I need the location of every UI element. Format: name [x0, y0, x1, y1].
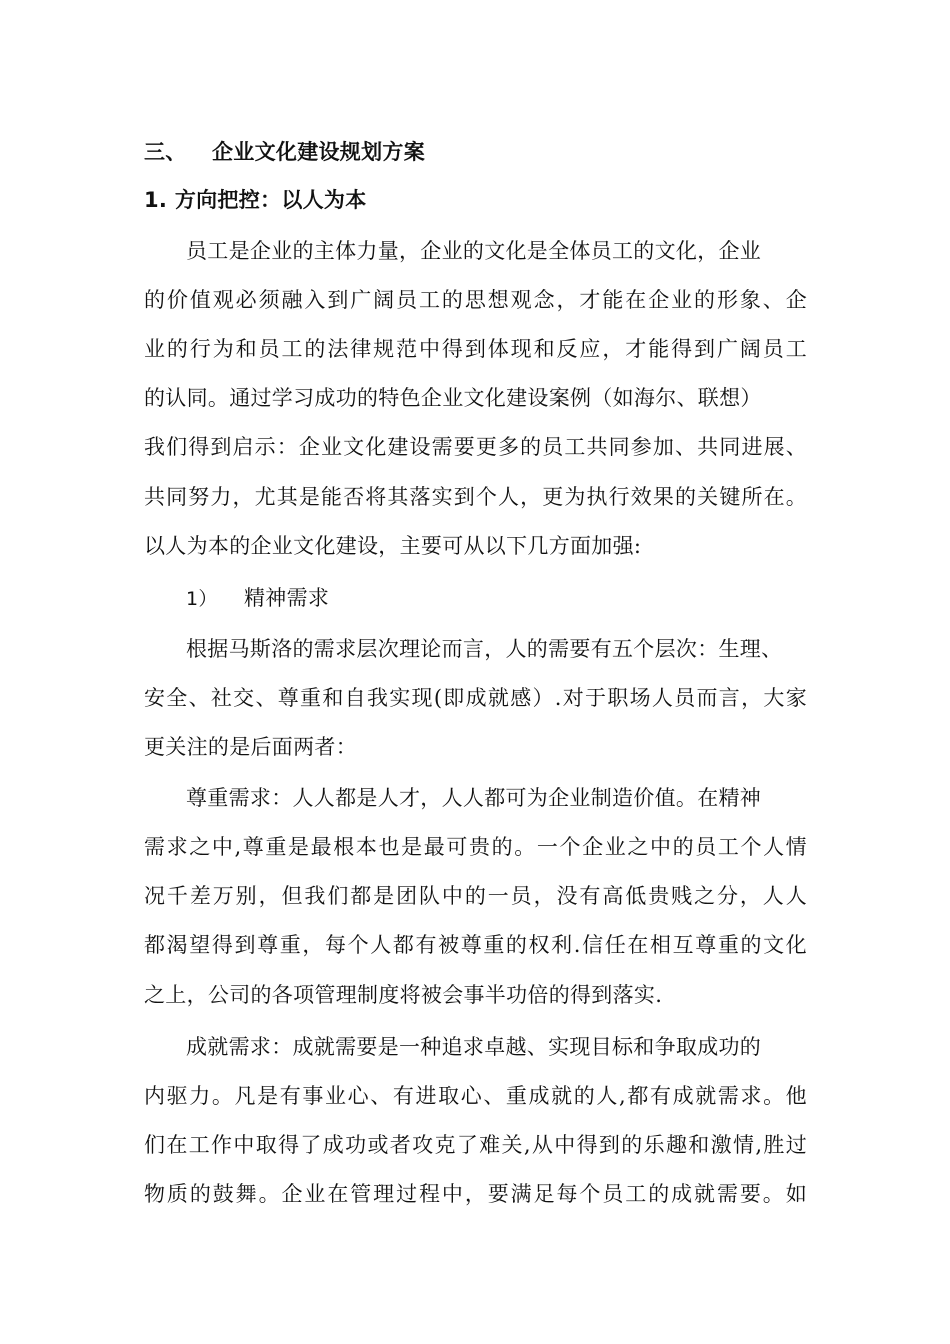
- paragraph-line: 共同努力，尤其是能否将其落实到个人，更为执行效果的关键所在。: [144, 485, 807, 509]
- paragraph-line: 况千差万别，但我们都是团队中的一员，没有高低贵贱之分，人人: [144, 884, 807, 908]
- paragraph-line: 员工是企业的主体力量，企业的文化是全体员工的文化，企业: [186, 239, 762, 263]
- subsection-heading: [144, 185, 367, 215]
- subsection-title: 方向把控：以人为本: [174, 188, 367, 212]
- paragraph-line: 更关注的是后面两者：: [144, 735, 357, 759]
- paragraph-line: 业的行为和员工的法律规范中得到体现和反应，才能得到广阔员工: [144, 337, 807, 361]
- paragraph-line: 的价值观必须融入到广阔员工的思想观念，才能在企业的形象、企: [144, 288, 807, 312]
- section-heading: [144, 137, 425, 167]
- paragraph-line: 都渴望得到尊重，每个人都有被尊重的权利.信任在相互尊重的文化: [144, 933, 807, 957]
- paragraph-line: 之上，公司的各项管理制度将被会事半功倍的得到落实.: [144, 983, 663, 1007]
- paragraph-line: 安全、社交、尊重和自我实现(即成就感）.对于职场人员而言，大家: [144, 686, 807, 710]
- paragraph-line: 需求之中,尊重是最根本也是最可贵的。一个企业之中的员工个人情: [144, 835, 807, 859]
- section-number: 三、: [144, 140, 187, 164]
- paragraph-line: 的认同。通过学习成功的特色企业文化建设案例（如海尔、联想）: [144, 386, 762, 410]
- section-title: 企业文化建设规划方案: [212, 140, 425, 164]
- list-item-number: 1）: [186, 588, 218, 610]
- paragraph-line: 成就需求：成就需要是一种追求卓越、实现目标和争取成功的: [186, 1035, 762, 1059]
- paragraph-line: 根据马斯洛的需求层次理论而言，人的需要有五个层次：生理、: [186, 637, 783, 661]
- paragraph-line: 内驱力。凡是有事业心、有进取心、重成就的人,都有成就需求。他: [144, 1084, 807, 1108]
- paragraph-line: 们在工作中取得了成功或者攻克了难关,从中得到的乐趣和激情,胜过: [144, 1133, 807, 1157]
- paragraph-line: 我们得到启示：企业文化建设需要更多的员工共同参加、共同进展、: [144, 435, 807, 459]
- paragraph-line: 尊重需求：人人都是人才，人人都可为企业制造价值。在精神: [186, 786, 762, 810]
- subsection-number: 1.: [144, 188, 168, 212]
- paragraph-line: 物质的鼓舞。企业在管理过程中，要满足每个员工的成就需要。如: [144, 1182, 807, 1206]
- list-item-title: 精神需求: [244, 586, 330, 610]
- list-item-heading: [186, 583, 329, 614]
- paragraph-line: 以人为本的企业文化建设，主要可从以下几方面加强:: [144, 534, 642, 558]
